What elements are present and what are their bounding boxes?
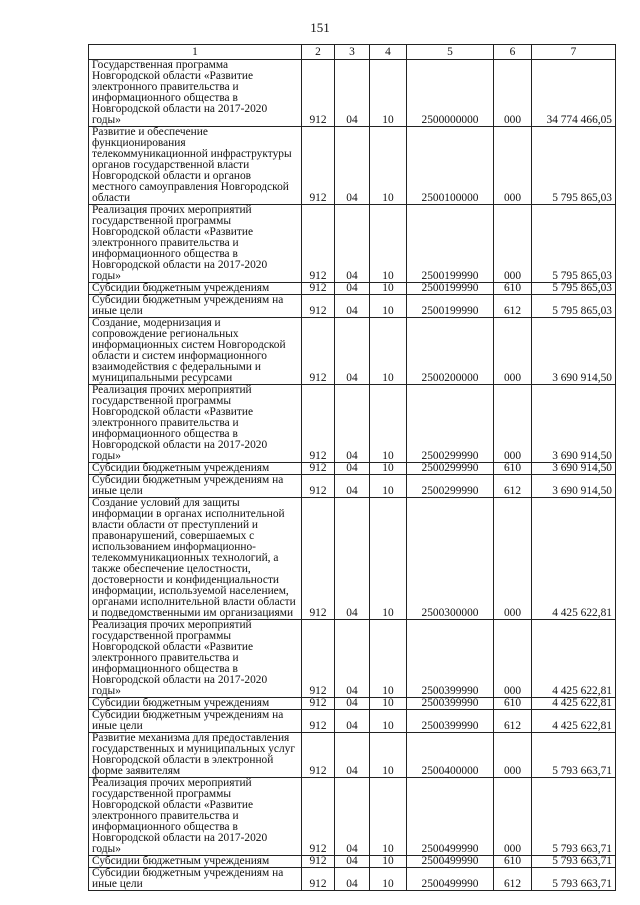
row-col-6: 000 — [494, 385, 532, 463]
row-col-2: 912 — [302, 205, 335, 283]
table-row — [89, 498, 616, 620]
row-col-4: 10 — [370, 205, 407, 283]
row-col-3: 04 — [335, 295, 370, 318]
row-col-5: 2500299990 — [407, 385, 494, 463]
row-col-2: 912 — [302, 710, 335, 733]
row-col-3: 04 — [335, 733, 370, 778]
table-row — [89, 60, 616, 127]
row-col-6: 612 — [494, 295, 532, 318]
row-col-3: 04 — [335, 710, 370, 733]
row-col-6: 612 — [494, 710, 532, 733]
table-row — [89, 856, 616, 868]
row-col-4: 10 — [370, 698, 407, 710]
row-col-4: 10 — [370, 318, 407, 385]
row-col-3: 04 — [335, 868, 370, 891]
row-col-4: 10 — [370, 868, 407, 891]
table-row — [89, 283, 616, 295]
table-row — [89, 295, 616, 318]
row-col-6: 000 — [494, 318, 532, 385]
row-name: Реализация прочих мероприятий государственной программы Новгородской области «Развитие электронного правительства и информационного общества в Новгородской области на 2017-2020 годы» — [89, 620, 302, 698]
table-row — [89, 698, 616, 710]
header-col-1: 1 — [89, 45, 302, 60]
row-col-3: 04 — [335, 698, 370, 710]
row-col-6: 610 — [494, 283, 532, 295]
header-col-4: 4 — [370, 45, 407, 60]
row-col-2: 912 — [302, 60, 335, 127]
row-amount: 5 793 663,71 — [532, 856, 616, 868]
row-col-2: 912 — [302, 463, 335, 475]
table-row — [89, 205, 616, 283]
table-row — [89, 475, 616, 498]
row-col-5: 2500400000 — [407, 733, 494, 778]
row-col-3: 04 — [335, 778, 370, 856]
budget-table — [88, 44, 616, 891]
row-amount: 3 690 914,50 — [532, 318, 616, 385]
row-amount: 5 793 663,71 — [532, 778, 616, 856]
row-col-6: 000 — [494, 127, 532, 205]
row-name: Субсидии бюджетным учреждениям — [89, 463, 302, 475]
row-col-2: 912 — [302, 620, 335, 698]
row-amount: 4 425 622,81 — [532, 620, 616, 698]
row-col-5: 2500199990 — [407, 295, 494, 318]
row-col-5: 2500499990 — [407, 868, 494, 891]
table-row — [89, 318, 616, 385]
row-amount: 34 774 466,05 — [532, 60, 616, 127]
table-row — [89, 127, 616, 205]
row-col-3: 04 — [335, 498, 370, 620]
row-col-4: 10 — [370, 733, 407, 778]
row-col-4: 10 — [370, 463, 407, 475]
row-col-6: 000 — [494, 620, 532, 698]
row-col-6: 000 — [494, 733, 532, 778]
row-col-2: 912 — [302, 295, 335, 318]
row-col-6: 612 — [494, 868, 532, 891]
row-col-5: 2500299990 — [407, 463, 494, 475]
row-name: Реализация прочих мероприятий государственной программы Новгородской области «Развитие электронного правительства и информационного общества в Новгородской области на 2017-2020 годы» — [89, 778, 302, 856]
row-name: Создание условий для защиты информации в органах исполнительной власти области от преступлений и правонарушений, совершаемых с использованием информационно-телекоммуникационных технологий, а также обеспечение целостности, достоверности и конфиденциальности информации, используемой населением, органами исполнительной власти области и подведомственными им организациями — [89, 498, 302, 620]
table-row — [89, 385, 616, 463]
row-col-4: 10 — [370, 475, 407, 498]
row-col-2: 912 — [302, 778, 335, 856]
header-col-7: 7 — [532, 45, 616, 60]
row-col-4: 10 — [370, 498, 407, 620]
row-amount: 5 793 663,71 — [532, 868, 616, 891]
row-amount: 4 425 622,81 — [532, 710, 616, 733]
table-row — [89, 620, 616, 698]
row-name: Государственная программа Новгородской области «Развитие электронного правительства и информационного общества в Новгородской области на 2017-2020 годы» — [89, 60, 302, 127]
row-col-5: 2500499990 — [407, 778, 494, 856]
row-amount: 4 425 622,81 — [532, 498, 616, 620]
row-amount: 5 795 865,03 — [532, 295, 616, 318]
row-col-3: 04 — [335, 318, 370, 385]
row-col-2: 912 — [302, 127, 335, 205]
row-col-5: 2500199990 — [407, 205, 494, 283]
row-col-3: 04 — [335, 205, 370, 283]
row-name: Субсидии бюджетным учреждениям — [89, 283, 302, 295]
row-col-6: 000 — [494, 778, 532, 856]
row-col-4: 10 — [370, 60, 407, 127]
row-col-4: 10 — [370, 778, 407, 856]
row-col-3: 04 — [335, 385, 370, 463]
row-col-6: 612 — [494, 475, 532, 498]
row-col-2: 912 — [302, 475, 335, 498]
row-col-5: 2500199990 — [407, 283, 494, 295]
row-col-4: 10 — [370, 295, 407, 318]
header-row — [89, 45, 616, 60]
table-row — [89, 778, 616, 856]
row-amount: 4 425 622,81 — [532, 698, 616, 710]
row-col-2: 912 — [302, 698, 335, 710]
row-col-3: 04 — [335, 463, 370, 475]
row-col-3: 04 — [335, 475, 370, 498]
row-col-6: 000 — [494, 205, 532, 283]
row-name: Субсидии бюджетным учреждениям — [89, 698, 302, 710]
header-col-6: 6 — [494, 45, 532, 60]
row-col-4: 10 — [370, 710, 407, 733]
row-col-4: 10 — [370, 620, 407, 698]
row-col-2: 912 — [302, 733, 335, 778]
row-col-6: 610 — [494, 698, 532, 710]
table-row — [89, 710, 616, 733]
row-col-4: 10 — [370, 856, 407, 868]
row-col-2: 912 — [302, 856, 335, 868]
row-amount: 5 795 865,03 — [532, 127, 616, 205]
header-col-3: 3 — [335, 45, 370, 60]
row-col-5: 2500399990 — [407, 620, 494, 698]
row-col-5: 2500200000 — [407, 318, 494, 385]
row-amount: 5 793 663,71 — [532, 733, 616, 778]
row-amount: 5 795 865,03 — [532, 205, 616, 283]
header-col-2: 2 — [302, 45, 335, 60]
row-col-3: 04 — [335, 127, 370, 205]
table-row — [89, 733, 616, 778]
row-amount: 3 690 914,50 — [532, 475, 616, 498]
row-name: Субсидии бюджетным учреждениям — [89, 856, 302, 868]
row-name: Субсидии бюджетным учреждениям на иные цели — [89, 868, 302, 891]
row-name: Развитие механизма для предоставления государственных и муниципальных услуг Новгородской области в электронной форме заявителям — [89, 733, 302, 778]
row-col-5: 2500499990 — [407, 856, 494, 868]
row-col-2: 912 — [302, 318, 335, 385]
row-name: Реализация прочих мероприятий государственной программы Новгородской области «Развитие электронного правительства и информационного общества в Новгородской области на 2017-2020 годы» — [89, 385, 302, 463]
row-col-5: 2500399990 — [407, 710, 494, 733]
row-name: Субсидии бюджетным учреждениям на иные цели — [89, 710, 302, 733]
row-col-3: 04 — [335, 620, 370, 698]
row-col-6: 610 — [494, 463, 532, 475]
row-col-3: 04 — [335, 60, 370, 127]
row-col-2: 912 — [302, 385, 335, 463]
page-number: 151 — [310, 20, 330, 35]
row-amount: 5 795 865,03 — [532, 283, 616, 295]
row-col-6: 000 — [494, 498, 532, 620]
row-col-6: 000 — [494, 60, 532, 127]
table-row — [89, 463, 616, 475]
row-name: Создание, модернизация и сопровождение региональных информационных систем Новгородской области и систем информационного взаимодействия с федеральными и муниципальными ресурсами — [89, 318, 302, 385]
row-col-6: 610 — [494, 856, 532, 868]
row-name: Субсидии бюджетным учреждениям на иные цели — [89, 475, 302, 498]
row-col-5: 2500100000 — [407, 127, 494, 205]
row-col-2: 912 — [302, 498, 335, 620]
row-name: Развитие и обеспечение функционирования телекоммуникационной инфраструктуры органов государственной власти Новгородской области и органов местного самоуправления Новгородской области — [89, 127, 302, 205]
row-col-5: 2500399990 — [407, 698, 494, 710]
row-col-4: 10 — [370, 283, 407, 295]
row-col-4: 10 — [370, 385, 407, 463]
row-col-4: 10 — [370, 127, 407, 205]
row-col-5: 2500000000 — [407, 60, 494, 127]
row-amount: 3 690 914,50 — [532, 463, 616, 475]
row-col-3: 04 — [335, 856, 370, 868]
row-amount: 3 690 914,50 — [532, 385, 616, 463]
header-col-5: 5 — [407, 45, 494, 60]
row-name: Субсидии бюджетным учреждениям на иные цели — [89, 295, 302, 318]
row-col-5: 2500299990 — [407, 475, 494, 498]
row-col-3: 04 — [335, 283, 370, 295]
row-col-2: 912 — [302, 283, 335, 295]
row-col-2: 912 — [302, 868, 335, 891]
row-name: Реализация прочих мероприятий государственной программы Новгородской области «Развитие электронного правительства и информационного общества в Новгородской области на 2017-2020 годы» — [89, 205, 302, 283]
row-col-5: 2500300000 — [407, 498, 494, 620]
table-row — [89, 868, 616, 891]
